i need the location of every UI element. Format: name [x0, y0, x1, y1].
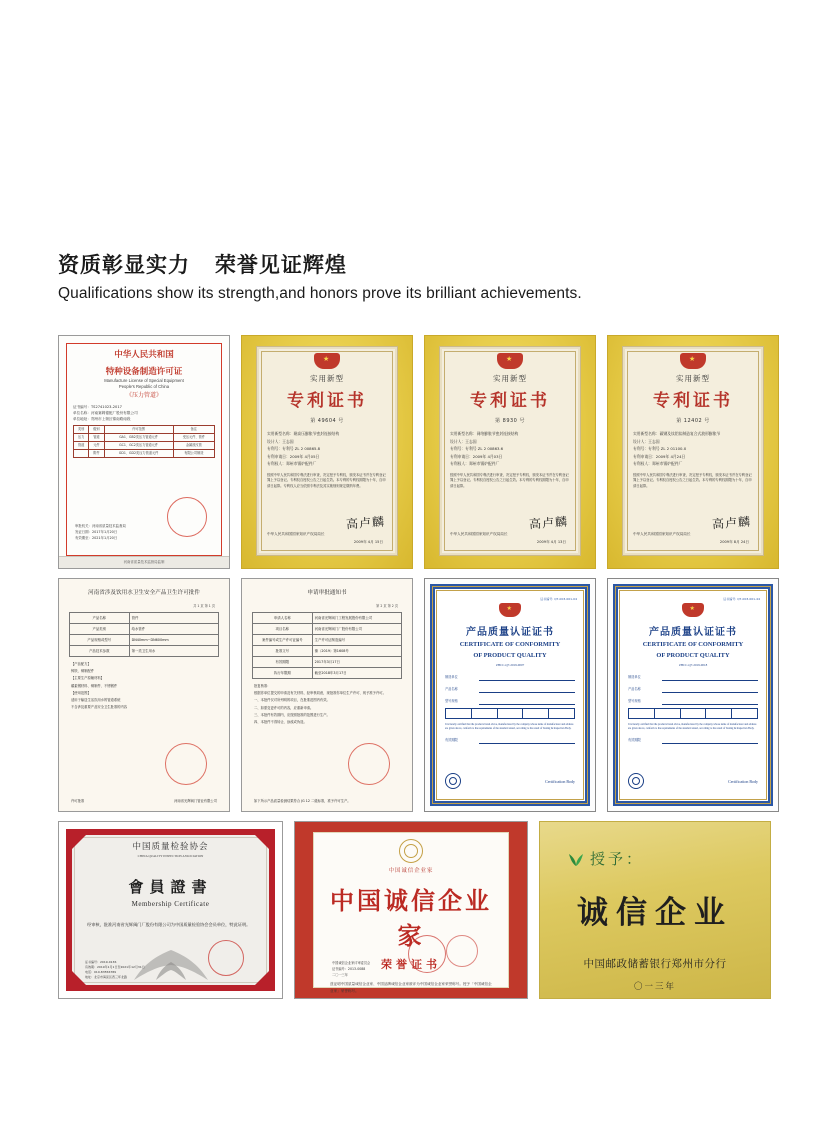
patent-field: 专利申请日：2009年 4月05日 [267, 453, 320, 459]
license-frame [66, 343, 222, 556]
membership-body-text: 经审核，批准河南省光辉阀门厂股份有限公司为中国质量检验协会会员单位，特此证明。 [87, 922, 251, 927]
notice-footer [254, 798, 400, 803]
patent-date: 2009年 4月 13日 [536, 540, 566, 544]
certificate-gallery [58, 335, 782, 1008]
table-cell: 附件 [89, 450, 104, 458]
certificate-honor[interactable] [294, 821, 528, 999]
patent-type-label: 实用新型 [676, 374, 710, 383]
quality-box [471, 708, 497, 719]
honor-content [322, 839, 500, 993]
certification-seal-icon [445, 773, 461, 789]
patent-signature: 高卢麟 [345, 514, 386, 532]
certification-seal-icon [628, 773, 644, 789]
license-bottom-band: 河南省质量技术监督局监制 [59, 556, 229, 568]
license-footer-line: 有效期至：2021年1月20日 [75, 536, 118, 540]
patent-field: 专利权人：郑州市锅炉配件厂 [633, 461, 683, 466]
trust-organization: 中国邮政储蓄银行郑州市分行 [583, 958, 727, 970]
patent-date: 2009年 8月 24日 [719, 540, 749, 544]
quality-field [445, 684, 575, 693]
table-cell-value: 给水管件 [129, 624, 218, 635]
table-row [253, 624, 402, 635]
license-title-line1: 中华人民共和国 [114, 350, 174, 360]
certificate-product-quality-2[interactable] [607, 578, 779, 812]
table-cell: GD1、GD2类压力管道元件 [104, 450, 173, 458]
honor-subtitle: 荣誉证书 [381, 958, 441, 971]
notice-note: 三、本批件有效期内，应按照批准的范围进行生产。 [254, 712, 330, 717]
quality-field [628, 672, 758, 681]
quality-field-value [479, 696, 575, 705]
quality-cert-no: ZHCC-Q7-2019-0007 [495, 663, 525, 667]
table-cell-value: 截至2018年3月17日 [312, 668, 401, 679]
table-row [74, 434, 215, 442]
quality-box [680, 708, 706, 719]
honor-title: 中国诚信企业家 [330, 887, 492, 950]
quality-body-label: Certification Body [728, 778, 758, 784]
notice-note: 一、本批件仅对所列明的项目，在批准范围内有效。 [254, 698, 330, 703]
quality-box [522, 708, 548, 719]
quality-title-en-1: CERTIFICATE OF CONFORMITY [642, 641, 744, 648]
quality-footer [445, 773, 575, 789]
table-cell-label: 执行年限期 [253, 668, 313, 679]
patent-signer-label: 中华人民共和国国家知识产权局局长 [633, 532, 691, 536]
hygiene-footer-right: 河南省光辉阀门管业有限公司 [174, 799, 217, 803]
quality-field-value [662, 684, 758, 693]
quality-field-label: 型号规格 [628, 699, 641, 703]
hygiene-note: 【主要生产原辅材料】 [71, 676, 104, 681]
quality-field-value [662, 696, 758, 705]
quality-fields [443, 672, 577, 705]
patent-title: 专利证书 [653, 391, 733, 411]
membership-content [81, 840, 260, 982]
patent-field: 设计人：王志国 [267, 438, 294, 444]
hygiene-note: 碳素钢材料、铜制件、不锈钢件 [71, 683, 118, 688]
patent-frame [622, 346, 764, 556]
table-cell: 有限公司制造 [173, 450, 214, 458]
patent-field: 专利号：专利号 ZL 2 00863.6 [450, 446, 504, 451]
hygiene-note: 不含涉及重要产品安全卫生批准的内容 [71, 705, 128, 710]
quality-title-en-2: OF PRODUCT QUALITY [473, 652, 547, 659]
table-row [74, 450, 215, 458]
trust-give-label: 授予： [590, 850, 645, 868]
patent-field: 专利权人：郑州市锅炉配件厂 [267, 461, 317, 466]
hygiene-note: 【产品配方】 [71, 662, 91, 666]
quality-field-label: 产品名称 [445, 687, 458, 691]
patent-number: 第 49604 号 [310, 418, 344, 424]
license-title-en2: People's Republic of China [118, 384, 170, 389]
table-cell: GC1、GC2类压力管道元件 [104, 442, 173, 450]
table-cell-label: 有效期限 [253, 657, 313, 668]
table-row [253, 635, 402, 646]
honor-footer-line: 证书编号：2013-0088 [332, 967, 366, 971]
hygiene-footer-left: 许可批准 [71, 799, 85, 803]
heading-english: Qualifications show its strength,and honors prove its brilliant achievements. [58, 285, 582, 302]
quality-box [654, 708, 680, 719]
license-field: 单位地址：郑州市上街区锦南路南段 [73, 417, 131, 421]
quality-title-cn: 产品质量认证证书 [649, 627, 737, 638]
table-cell-label: 项目名称 [253, 624, 313, 635]
quality-field-label: 产品名称 [628, 687, 641, 691]
membership-footer-line: 电话：010-83556789 [85, 970, 117, 974]
table-cell-value: 2017年3月17日 [312, 657, 401, 668]
table-cell: 金属波纹管 [173, 442, 214, 450]
quality-field [628, 684, 758, 693]
trust-title: 诚信企业 [577, 895, 733, 931]
quality-field-value [662, 735, 758, 744]
patent-field: 设计人：王志国 [450, 438, 477, 444]
national-emblem-icon: ★ [497, 351, 523, 371]
license-footer-line: 发证日期：2017年1月20日 [75, 530, 118, 534]
quality-code: 证书编号: Q7-003-001-04 [540, 597, 577, 601]
hygiene-footer [71, 798, 217, 803]
patent-paragraph: 按照中华人民共和国专利法进行审查，决定授予专利权，颁发本证书并在专利登记簿上予以登记。专利权自授权公告之日起生效。本专利的专利权期限为十年，自申请日起算。 [633, 472, 752, 488]
certificate-patent-1[interactable] [241, 335, 413, 569]
table-cell: 压力 [74, 434, 89, 442]
patent-signature: 高卢麟 [528, 514, 569, 532]
table-row [70, 613, 219, 624]
honor-footer-line: 二〇一三年 [332, 973, 348, 977]
honor-footer-line: 中国诚信企业家评审委员会 [332, 961, 371, 965]
patent-frame [256, 346, 398, 556]
gallery-row-2 [58, 578, 782, 812]
quality-field-label: 制造单位 [628, 675, 641, 679]
gallery-row-3 [58, 821, 782, 999]
honor-footer [332, 960, 370, 978]
notice-body-text: 根据你单位提交的申请及有关材料，经审核同意，现批准你单位生产许可、现予准予许可。 [254, 691, 386, 696]
quality-box [705, 708, 731, 719]
quality-field [628, 735, 758, 744]
table-cell: 管道 [74, 442, 89, 450]
national-emblem-icon: ★ [499, 602, 521, 619]
quality-fields [626, 672, 760, 705]
certificate-product-quality-1[interactable] [424, 578, 596, 812]
certificate-approval-notice[interactable] [241, 578, 413, 812]
license-title-en1: Manufacture License of Special Equipment [104, 378, 184, 383]
honor-white-panel [313, 832, 509, 993]
certificate-patent-2[interactable] [424, 335, 596, 569]
table-header-cell: 级别 [89, 426, 104, 434]
certificate-trust-enterprise[interactable] [539, 821, 771, 999]
heading-chinese: 资质彰显实力 荣誉见证辉煌 [58, 253, 347, 277]
table-cell: 元件 [89, 442, 104, 450]
association-seal-icon [399, 839, 423, 863]
trust-award-line [568, 848, 770, 869]
patent-fields [633, 430, 753, 468]
table-row [70, 646, 219, 657]
patent-date: 2009年 4月 15日 [353, 540, 383, 544]
quality-box [497, 708, 523, 719]
quality-field-value [662, 672, 758, 681]
official-stamp-icon [348, 743, 390, 785]
quality-paragraph: It is hereby certified that the products listed above, manufactured by the company whose name of manufacturer and address are given above, conform to the requirements of the standard stated, according to the result of Testing & Inspection Body. [628, 723, 757, 731]
quality-border [430, 584, 590, 806]
patent-title: 专利证书 [287, 391, 367, 411]
quality-box [731, 708, 758, 719]
hygiene-notes [71, 661, 217, 711]
patent-title: 专利证书 [470, 391, 550, 411]
membership-title-cn: 會員證書 [128, 878, 213, 896]
quality-box-row [628, 708, 758, 719]
quality-field-value [479, 684, 575, 693]
certificate-hygiene-permit[interactable] [58, 578, 230, 812]
table-row [74, 442, 215, 450]
patent-signature: 高卢麟 [711, 514, 752, 532]
quality-box [628, 708, 654, 719]
quality-field-value [479, 735, 575, 744]
table-row [253, 613, 402, 624]
quality-field [628, 696, 758, 705]
table-cell-value: DN40mm~DN600mm [129, 635, 218, 646]
quality-field [445, 735, 575, 744]
patent-type-label: 实用新型 [310, 374, 344, 383]
honor-association: 中国诚信企业家 [388, 868, 434, 874]
patent-field: 实用新型名称：网络膨胀节密封连接结构 [450, 431, 519, 436]
table-cell-label: 案件编号或生产许可证编号 [253, 635, 313, 646]
hygiene-table [69, 612, 219, 657]
quality-title-en-1: CERTIFICATE OF CONFORMITY [459, 641, 561, 648]
table-row [70, 635, 219, 646]
patent-frame [439, 346, 581, 556]
license-fields [73, 404, 215, 422]
quality-field-label: 型号规格 [445, 699, 458, 703]
secondary-stamp-icon [446, 935, 478, 967]
quality-body-label: Certification Body [545, 778, 575, 784]
patent-signer-label: 中华人民共和国国家知识产权局局长 [267, 532, 325, 536]
table-cell-value: 河南省光辉阀门工程发展股份有限公司 [312, 613, 401, 624]
table-cell-label: 产品名称 [70, 613, 130, 624]
table-header-row [74, 426, 215, 434]
national-emblem-icon: ★ [680, 351, 706, 371]
patent-signer-label: 中华人民共和国国家知识产权局局长 [450, 532, 508, 536]
quality-field-value [479, 672, 575, 681]
quality-border [613, 584, 773, 806]
table-cell: 受压元件、管件 [173, 434, 214, 442]
patent-field: 专利号：专利号 ZL 2 01100.X [633, 446, 687, 451]
membership-footer-line: 证书编号：2019-0136 [85, 960, 117, 964]
ornament-icon [126, 948, 216, 982]
license-title-line2: 特种设备制造许可证 [105, 367, 183, 377]
quality-content [626, 595, 760, 795]
trust-year: 〇一三年 [633, 982, 676, 992]
table-cell-value: 管件 [129, 613, 218, 624]
table-cell-label: 批准文号 [253, 646, 313, 657]
patent-paragraph: 按照中华人民共和国专利法进行审查，决定授予专利权，颁发本证书并在专利登记簿上予以登记。专利权自授权公告之日起生效。本专利的专利权期限为十年，自申请日起算。 [450, 472, 569, 488]
patent-field: 设计人：王志国 [633, 438, 660, 444]
membership-title-en: Membership Certificate [131, 900, 210, 908]
patent-number: 第 12402 号 [676, 418, 710, 424]
membership-association-cn: 中国质量检验协会 [132, 842, 209, 852]
quality-code: 证书编号: Q7-003-001-44 [723, 597, 760, 601]
quality-box [445, 708, 471, 719]
license-category: 《压力管道》 [125, 392, 162, 399]
table-cell: GA1、GB2类压力管道元件 [104, 434, 173, 442]
quality-box-row [445, 708, 575, 719]
quality-footer [628, 773, 758, 789]
certificate-patent-3[interactable] [607, 335, 779, 569]
membership-association-en: CHINA QUALITY INSPECTION ASSOCIATION [137, 854, 204, 858]
official-stamp-icon [167, 497, 207, 537]
certificate-membership[interactable] [58, 821, 283, 999]
membership-footer-line: 有效期：2019年1月1日至2021年12月31日 [85, 965, 145, 969]
table-header-cell: 类别 [74, 426, 89, 434]
honor-body-text: 兹证明中国质量诚信企业家、中国品牌诚信企业家被评为中国诚信企业家荣誉称号。授予「中国诚信企业家」荣誉称号。 [330, 982, 492, 993]
quality-field-label: 有效期限 [628, 738, 641, 743]
quality-field [445, 672, 575, 681]
table-cell-value: 第一类卫生用水 [129, 646, 218, 657]
patent-type-label: 实用新型 [493, 374, 527, 383]
gallery-row-1 [58, 335, 782, 569]
quality-content [443, 595, 577, 795]
hygiene-note: 【使用范围】 [71, 690, 91, 695]
hygiene-page-meta: 共 1 页 第 1 页 [193, 604, 215, 608]
notice-header: 申请审批通知书 [307, 590, 347, 596]
patent-fields [450, 430, 570, 468]
table-cell [74, 450, 89, 458]
quality-field-label: 有效期限 [445, 738, 458, 743]
certificate-special-equipment-license[interactable] [58, 335, 230, 569]
membership-footer-line: 地址：北京市海淀区西三环北路 [85, 975, 128, 979]
table-row [253, 646, 402, 657]
license-footer-line: 审批机关：河南省质量技术监督局 [75, 524, 126, 528]
leaf-icon [568, 851, 584, 867]
patent-field: 专利申请日：2009年 4月03日 [450, 453, 503, 459]
table-cell-value: 豫（2019）第1608号 [312, 646, 401, 657]
table-header-cell: 许可范围 [104, 426, 173, 434]
national-emblem-icon: ★ [682, 602, 704, 619]
quality-cert-no: ZHCC-Q7-2019-0018 [678, 663, 708, 667]
patent-field: 专利权人：郑州市锅炉配件厂 [450, 461, 500, 466]
table-cell-label: 产品技术参数 [70, 646, 130, 657]
official-stamp-icon [408, 935, 446, 973]
table-cell-label: 产品规格或型号 [70, 635, 130, 646]
table-cell-label: 产品类别 [70, 624, 130, 635]
table-header-cell: 备注 [173, 426, 214, 434]
quality-field [445, 696, 575, 705]
patent-field: 实用新型名称：碳钢及钛铝钛制造复合式波形膨胀节 [633, 431, 721, 436]
official-stamp-icon [165, 743, 207, 785]
patent-field: 专利申请日：2009年 4月24日 [633, 453, 686, 459]
quality-box [548, 708, 575, 719]
patent-number: 第 8930 号 [495, 418, 525, 424]
table-row [253, 657, 402, 668]
notice-note: 二、如需变更许可的内容，应重新申请。 [254, 705, 314, 710]
license-scope-table [73, 425, 215, 458]
patent-fields [267, 430, 387, 468]
quality-title-cn: 产品质量认证证书 [466, 627, 554, 638]
patent-field: 专利号：专利号 ZL 2 00865.8 [267, 446, 321, 451]
table-row [253, 668, 402, 679]
notice-body-label: 批复核准： [254, 684, 271, 688]
national-emblem-icon: ★ [314, 351, 340, 371]
hygiene-note: 铸铁、铜制配件 [71, 669, 95, 674]
quality-paragraph: It is hereby certified that the products listed above, manufactured by the company whose name of manufacturer and address are given above, conform to the requirements of the standard stated, according to the result of Testing & Inspection Body. [445, 723, 574, 731]
table-cell-value: 生产许可证制造编号 [312, 635, 401, 646]
notice-note: 四、本批件不得转让、涂改或伪造。 [254, 720, 307, 725]
table-row [70, 624, 219, 635]
license-field: 单位名称：河南赛姆德配厂股份有限公司 [73, 411, 138, 415]
notice-body [254, 683, 400, 726]
quality-title-en-2: OF PRODUCT QUALITY [656, 652, 730, 659]
patent-paragraph: 按照中华人民共和国专利法进行审查，决定授予专利权，颁发本证书并在专利登记簿上予以登记。专利权自授权公告之日起生效。本专利的专利权期限为十年，自申请日起算。专利权人应当依照专利法及其实施细则规定缴纳年费。 [267, 472, 386, 488]
hygiene-title: 河南省涉及饮用水卫生安全产品卫生许可批件 [88, 590, 200, 596]
license-field: 证书编号：TS2741023-2017 [73, 405, 122, 409]
table-cell-value: 河南省光辉阀门厂股份有限公司 [312, 624, 401, 635]
page-heading [58, 252, 798, 305]
notice-table [252, 612, 402, 679]
table-cell-label: 申请人名称 [253, 613, 313, 624]
table-cell: 管道 [89, 434, 104, 442]
notice-footer-text: 如下所示产品质量检测结果符合 JG 12 二级标准，准予许可生产。 [254, 799, 351, 803]
hygiene-note: 适用于输送生活饮用水的管道系统 [71, 698, 121, 703]
quality-field-label: 制造单位 [445, 675, 458, 679]
notice-page-meta: 第 2 页 第 2 页 [376, 604, 398, 608]
patent-field: 实用新型名称：耐高压膨胀节密封连接结构 [267, 431, 340, 436]
